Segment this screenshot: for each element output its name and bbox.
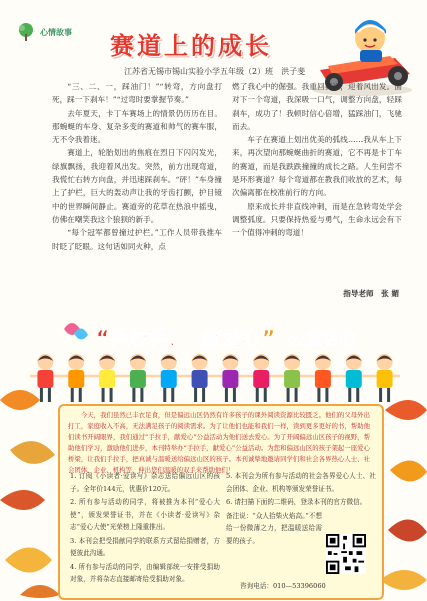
- article-right-column: [232, 80, 402, 240]
- charity-intro: 今天，我们虽然已丰衣足食，但是偏远山区仍然有许多孩子的课外阅读资源比较匮乏。他们的父母外出打工，家庭收入不高，无法满足孩子的阅读需求。为了让他们也能和我们一样，读到更多更好的书，帮助他们读书开阔眼界，我们通过“手拉手，献爱心”公益活动为他们送去爱心。为了开阔偏远山区孩子的视野，帮助他们学习，激励他们进步，本刊特举办“手拉手，献爱心”公益活动。为您和偏远山区的孩子架起一座爱心桥梁，让我们手拉手，把真诚与温暖送给偏远山区的孩子。本刊诚挚地邀请同学们和社会各界热心人士、社会团体、企业、机构等，伸出您们温暖的双手来帮助他们！: [68, 411, 370, 474]
- qr-code[interactable]: [326, 534, 366, 574]
- teacher-signature: 指导老师 张 媚: [343, 289, 399, 298]
- article-left-column: [52, 80, 222, 253]
- banner-title-part3: 公益活动: [288, 330, 356, 350]
- children-holding-hands-illustration: [30, 350, 400, 408]
- child-figure: [338, 354, 369, 402]
- rule-item: 3. 本刊会把受捐献同学的联系方式留给捐赠者，方便彼此沟通。: [70, 536, 220, 557]
- section-tag: [16, 22, 72, 42]
- child-figure: [246, 354, 277, 402]
- child-figure: [184, 354, 215, 402]
- rule-item: 2. 所有参与活动的同学，将被推为本刊“爱心大使”，颁发荣誉证书，并在《小读者·爱读写》杂志“爱心大使”光荣榜上隆重推出。: [70, 498, 220, 531]
- article-paragraph: “三、二、一，踩油门！”“转弯，方向盘打死，踩一下刹车！”“过弯时要掌握节奏。”: [52, 82, 222, 105]
- rule-item: 6. 请扫描下面的二维码，登录本刊的官方微信。: [226, 498, 367, 506]
- article-paragraph: 原来成长并非直线冲刺，而是在急转弯处学会调整弧度。只要保持热爱与勇气，生命永远会有下一个值得冲刺的弯道！: [232, 201, 402, 238]
- rule-item: 1. 订阅《小读者·爱读写》杂志送给偏远山区的孩子。全年价144元，优惠价120元。: [70, 472, 220, 493]
- rules-left-column: [70, 470, 220, 587]
- banner-title-part2: 献爱心”: [202, 326, 276, 350]
- article-paragraph: 车子在赛道上划出优美的弧线……我从车上下来，再次望向那蜿蜒曲折的赛道，它不再是卡丁车的赛道，而是我跌跌撞撞的成长之路。人生何尝不是环形赛道？每个弯道都在教我们收放的艺术，每次偏离都在校准前行的方向。: [232, 135, 402, 198]
- tree-icon: [16, 22, 36, 42]
- article-paragraph: 燃了我心中的倔强。我重回赛道，迎着风出发。面对下一个弯道，我深吸一口气，调整方向盘，轻踩刹车，成功了！我顿时信心倍增，猛踩油门，飞驰而去。: [232, 82, 402, 131]
- section-label: 心情故事: [40, 27, 72, 37]
- child-figure: [61, 354, 92, 402]
- rule-item: 4. 所有参与活动的同学，由编辑部统一安排受捐助对象，并将杂志直接邮寄给受捐助对象。: [70, 562, 220, 583]
- child-figure: [277, 354, 308, 402]
- child-figure: [215, 354, 246, 402]
- rule-item: 5. 本刊会为所有参与活动的社会各界爱心人士、社会团体、企业、机构等颁发荣誉证书。: [226, 472, 376, 493]
- article-title: 赛道上的成长: [110, 32, 272, 60]
- child-figure: [153, 354, 184, 402]
- child-figure: [308, 354, 339, 402]
- contact-phone: 咨询电话：010—53396060: [240, 582, 326, 590]
- author-byline: 江苏省无锡市锡山实验小学五年级（2）班 洪子斐: [124, 67, 306, 76]
- article-paragraph: 赛道上，轮胎划出的焦痕在烈日下闪闪发光，绿旗飘扬，我迎着风出发。突然，前方出现弯道，我慌忙右转方向盘，并迅速踩刹车。“砰！”车身撞上了护栏，巨大的轰动声让我的牙齿打颤，护目镜中的世界瞬间静止。赛道旁的花草在热浪中摇曳，仿佛在嘲笑我这个狼狈的新手。: [52, 148, 222, 224]
- article-paragraph: “每个冠军都曾撞过护栏。”工作人员带我推车时眨了眨眼。这句话如同火种，点: [52, 228, 222, 251]
- article-paragraph: 去年夏天，卡丁车赛场上的情景仍历历在目。那蜿蜒的车身、复杂多变的赛道和帅气的赛车服，无不令我着迷。: [52, 108, 222, 145]
- rule-item: 备注说：“众人拾柴火焰高。”不想给一份微薄之力，把温暖送给需要的孩子。: [226, 511, 322, 545]
- child-figure: [30, 354, 61, 402]
- child-figure: [369, 354, 400, 402]
- child-figure: [123, 354, 154, 402]
- child-figure: [92, 354, 123, 402]
- banner-title-part1: “手拉手，: [96, 326, 190, 350]
